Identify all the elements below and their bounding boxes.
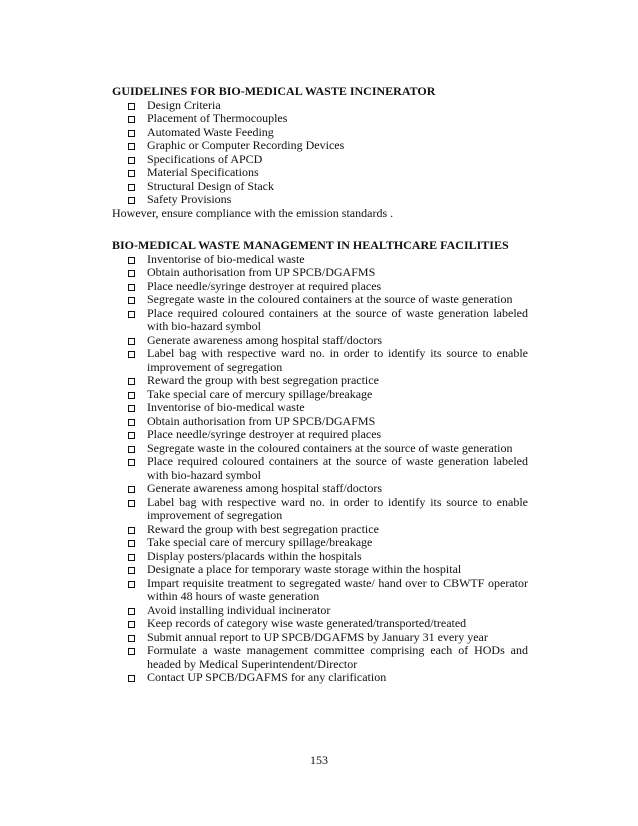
checkbox-bullet-icon: [128, 103, 135, 110]
list-item-text: Take special care of mercury spillage/breakage: [147, 535, 373, 549]
list-item: [112, 671, 528, 685]
checkbox-bullet-icon: [128, 486, 135, 493]
list-item-text: Place required coloured containers at the source of waste generation labeled with bio-hazard symbol: [147, 305, 528, 333]
page-number: 153: [310, 753, 328, 767]
list-item: [112, 482, 528, 496]
checkbox-bullet-icon: [128, 419, 135, 426]
checkbox-bullet-icon: [128, 432, 135, 439]
list-item: [112, 293, 528, 307]
checkbox-bullet-icon: [128, 378, 135, 385]
checkbox-bullet-icon: [128, 284, 135, 291]
list-item-text: Safety Provisions: [147, 192, 232, 206]
list-item-text: Inventorise of bio-medical waste: [147, 251, 305, 266]
list-item: [112, 428, 528, 442]
list-item: [112, 550, 528, 564]
list-item: [112, 523, 528, 537]
list-item-text: Contact UP SPCB/DGAFMS for any clarification: [147, 670, 387, 684]
list-item-text: Designate a place for temporary waste storage within the hospital: [147, 562, 462, 576]
checkbox-bullet-icon: [128, 197, 135, 204]
list-item-text: Place required coloured containers at the source of waste generation labeled with bio-hazard symbol: [147, 454, 528, 482]
list-item: [112, 166, 528, 180]
checkbox-bullet-icon: [128, 446, 135, 453]
list-item: [112, 307, 528, 334]
list-item-text: Keep records of category wise waste generated/transported/treated: [147, 616, 467, 630]
list-item-text: Impart requisite treatment to segregated waste/ hand over to CBWTF operator within 48 hours of waste generation: [147, 575, 528, 603]
list-item-text: Submit annual report to UP SPCB/DGAFMS by January 31 every year: [147, 629, 488, 644]
waste-management-list: [112, 253, 528, 685]
checkbox-bullet-icon: [128, 648, 135, 655]
list-item: [112, 577, 528, 604]
list-item: [112, 334, 528, 348]
list-item-text: Segregate waste in the coloured containers at the source of waste generation: [147, 292, 513, 306]
incinerator-guidelines-list: [112, 99, 528, 207]
list-item: [112, 617, 528, 631]
list-item-text: Place needle/syringe destroyer at required places: [147, 278, 382, 293]
list-item: [112, 193, 528, 207]
list-item-text: Take special care of mercury spillage/breakage: [147, 386, 373, 401]
checkbox-bullet-icon: [128, 608, 135, 615]
checkbox-bullet-icon: [128, 130, 135, 137]
section-title-incinerator-guidelines: GUIDELINES FOR BIO-MEDICAL WASTE INCINERATOR: [112, 84, 436, 98]
list-item: [112, 631, 528, 645]
list-item: [112, 99, 528, 113]
list-item-text: Obtain authorisation from UP SPCB/DGAFMS: [147, 265, 376, 279]
checkbox-bullet-icon: [128, 621, 135, 628]
list-item-text: Design Criteria: [147, 97, 221, 112]
list-item-text: Graphic or Computer Recording Devices: [147, 138, 345, 152]
list-item: [112, 536, 528, 550]
list-item-text: Display posters/placards within the hospitals: [147, 548, 362, 563]
checkbox-bullet-icon: [128, 392, 135, 399]
list-item-text: Formulate a waste management committee comprising each of HODs and headed by Medical Superintendent/Director: [147, 643, 528, 671]
checkbox-bullet-icon: [128, 540, 135, 547]
checkbox-bullet-icon: [128, 311, 135, 318]
checkbox-bullet-icon: [128, 184, 135, 191]
document-page: [112, 85, 528, 685]
list-item-text: Avoid installing individual incinerator: [147, 602, 331, 617]
section-spacer: [112, 220, 528, 239]
checkbox-bullet-icon: [128, 567, 135, 574]
list-item: [112, 604, 528, 618]
list-item-text: Reward the group with best segregation practice: [147, 373, 379, 387]
list-item-text: Material Specifications: [147, 165, 259, 179]
list-item-text: Specifications of APCD: [147, 151, 263, 166]
list-item-text: Placement of Thermocouples: [147, 111, 288, 125]
list-item: [112, 153, 528, 167]
list-item: [112, 496, 528, 523]
list-item: [112, 180, 528, 194]
list-item-text: Inventorise of bio-medical waste: [147, 400, 305, 414]
list-item: [112, 347, 528, 374]
list-item: [112, 280, 528, 294]
list-item-text: Place needle/syringe destroyer at required places: [147, 427, 382, 441]
list-item: [112, 266, 528, 280]
checkbox-bullet-icon: [128, 351, 135, 358]
list-item-text: Label bag with respective ward no. in order to identify its source to enable improvement of segregation: [147, 494, 528, 522]
list-item-text: Automated Waste Feeding: [147, 124, 274, 139]
list-item-text: Structural Design of Stack: [147, 178, 274, 193]
checkbox-bullet-icon: [128, 270, 135, 277]
checkbox-bullet-icon: [128, 257, 135, 264]
checkbox-bullet-icon: [128, 527, 135, 534]
checkbox-bullet-icon: [128, 157, 135, 164]
list-item: [112, 112, 528, 126]
checkbox-bullet-icon: [128, 116, 135, 123]
list-item-text: Label bag with respective ward no. in order to identify its source to enable improvement of segregation: [147, 346, 528, 374]
list-item-text: Generate awareness among hospital staff/doctors: [147, 481, 383, 495]
checkbox-bullet-icon: [128, 635, 135, 642]
checkbox-bullet-icon: [128, 675, 135, 682]
list-item: [112, 455, 528, 482]
checkbox-bullet-icon: [128, 459, 135, 466]
list-item-text: Reward the group with best segregation practice: [147, 521, 379, 536]
checkbox-bullet-icon: [128, 170, 135, 177]
section-title-waste-management: BIO-MEDICAL WASTE MANAGEMENT IN HEALTHCARE FACILITIES: [112, 238, 509, 252]
checkbox-bullet-icon: [128, 554, 135, 561]
list-item: [112, 415, 528, 429]
list-item: [112, 139, 528, 153]
checkbox-bullet-icon: [128, 405, 135, 412]
list-item-text: Segregate waste in the coloured containers at the source of waste generation: [147, 440, 513, 455]
list-item-text: Obtain authorisation from UP SPCB/DGAFMS: [147, 413, 376, 428]
list-item: [112, 401, 528, 415]
list-item: [112, 563, 528, 577]
checkbox-bullet-icon: [128, 500, 135, 507]
list-item: [112, 388, 528, 402]
list-item: [112, 442, 528, 456]
list-item: [112, 644, 528, 671]
list-item: [112, 253, 528, 267]
list-item-text: Generate awareness among hospital staff/doctors: [147, 332, 383, 347]
checkbox-bullet-icon: [128, 143, 135, 150]
list-item: [112, 374, 528, 388]
compliance-note: However, ensure compliance with the emission standards .: [112, 205, 394, 220]
checkbox-bullet-icon: [128, 297, 135, 304]
checkbox-bullet-icon: [128, 338, 135, 345]
checkbox-bullet-icon: [128, 581, 135, 588]
list-item: [112, 126, 528, 140]
